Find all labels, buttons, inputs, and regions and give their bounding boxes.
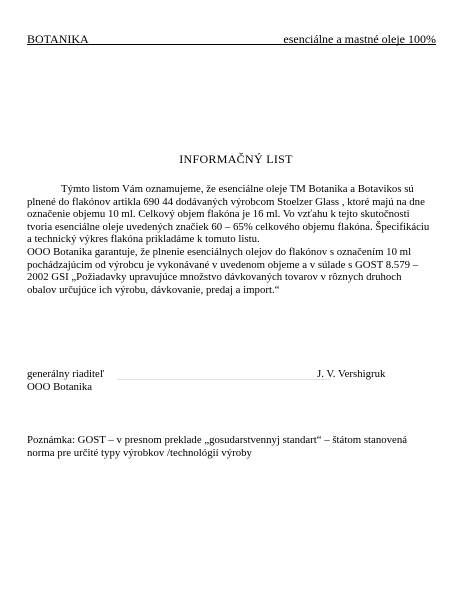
paragraph-guarantee	[27, 246, 437, 296]
signatory-company: OOO Botanika	[27, 381, 93, 393]
company-name: BOTANIKA	[27, 32, 89, 46]
signature-row	[27, 368, 437, 381]
paragraph-line: plnené do flakónov artikla 690 44 dodávaných výrobcom Stoelzer Glass , ktoré majú na dne	[27, 195, 425, 208]
letterhead-underline	[27, 44, 436, 45]
body-text	[27, 183, 437, 296]
signature-block	[27, 368, 437, 394]
paragraph-line: obalov určujúce ich výrobu, dávkovanie, predaj a import.“	[27, 283, 280, 296]
paragraph-line: a technický výkres flakóna prikladáme k tomuto listu.	[27, 233, 260, 246]
paragraph-line: OOO Botanika garantuje, že plnenie esenciálnych olejov do flakónov s označením 10 ml	[27, 245, 412, 258]
document-title: INFORMAČNÝ LIST	[179, 152, 293, 166]
footnote	[27, 434, 437, 459]
footnote-line: norma pre určité typy výrobkov /technológií výroby	[27, 446, 252, 459]
paragraph-line: tvoria esenciálne oleje uvedených značiek 60 – 65% celkového objemu flakóna. Špecifikáciu	[27, 220, 430, 233]
footnote-line: Poznámka: GOST – v presnom preklade „gosudarstvennyj standart“ – štátom stanovená	[27, 434, 408, 446]
signatory-name: J. V. Vershigruk	[317, 368, 386, 380]
signatory-position: generálny riaditeľ	[27, 368, 105, 380]
paragraph-line: označenie objemu 10 ml. Celkový objem flakóna je 16 ml. Vo vzťahu k tejto skutočnosti	[27, 208, 410, 221]
signature-line	[117, 379, 331, 380]
paragraph-notice	[27, 183, 437, 246]
paragraph-line: 2002 GSI „Požiadavky upravujúce množstvo dávkovaných tovarov v rôznych druhoch	[27, 271, 402, 284]
paragraph-line: pochádzajúcim od výrobcu je vykonávané v uvedenom objeme a v súlade s GOST 8.579 –	[27, 258, 419, 271]
paragraph-line: Týmto listom Vám oznamujeme, že esenciálne oleje TM Botanika a Botavikos sú	[61, 183, 414, 195]
product-line: esenciálne a mastné oleje 100%	[283, 32, 436, 46]
